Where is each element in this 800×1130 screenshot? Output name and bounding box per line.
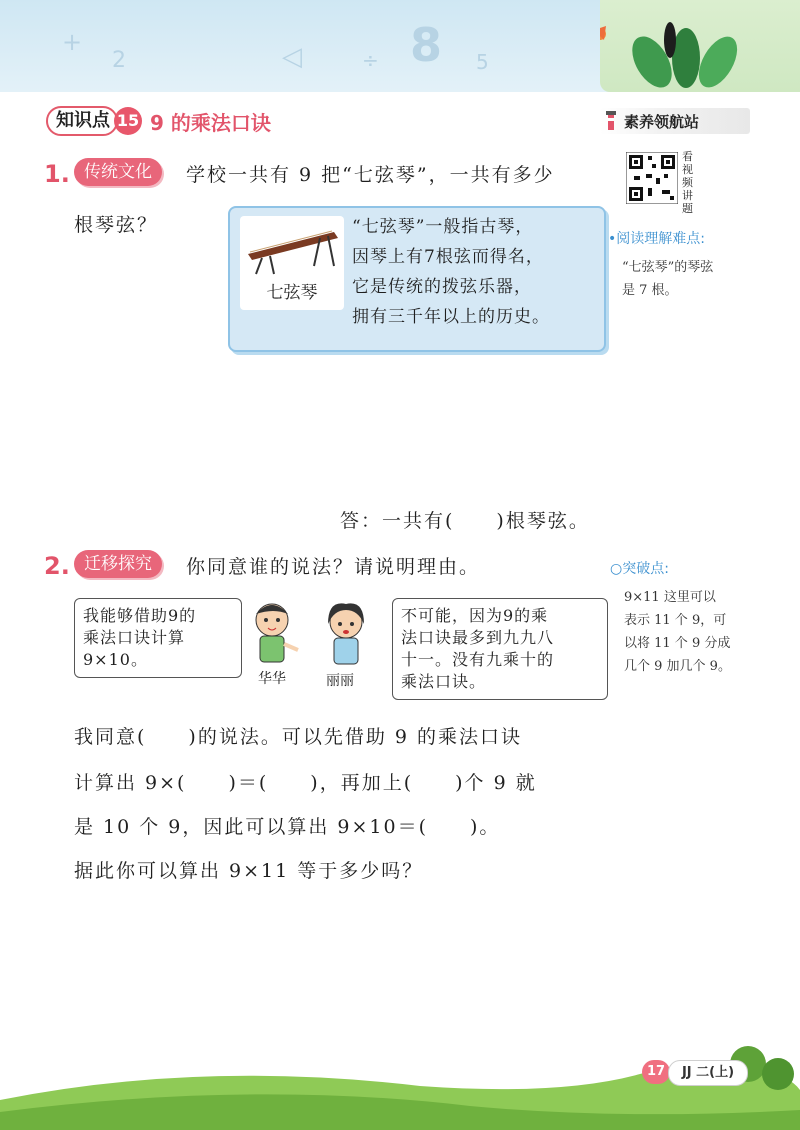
q2-tag: 迁移探究	[74, 550, 162, 578]
info-line: 它是传统的拨弦乐器，	[352, 277, 532, 297]
grade-label: JJ 二(上)	[668, 1060, 748, 1086]
breakthrough-note: 9×11 这里可以 表示 11 个 9，可 以将 11 个 9 分成 几个 9 加几个 9。	[624, 590, 731, 674]
lili-speech-bubble: 不可能，因为9的乘 法口诀最多到九九八 十一。没有九乘十的 乘法口诀。	[392, 598, 608, 700]
q1-number: 1.	[44, 160, 70, 188]
knowledge-point-header	[46, 106, 271, 136]
huahua-figure	[244, 600, 304, 670]
eight-decoration-icon: 8	[410, 18, 443, 72]
sidebar-title: 素养领航站	[624, 112, 700, 131]
huahua-speech-bubble: 我能够借助9的 乘法口诀计算 9×10。	[74, 598, 242, 678]
boy-icon	[244, 600, 304, 666]
q2-number: 2.	[44, 552, 70, 580]
guqin-info-text	[352, 212, 600, 332]
q1-text-line1: 学校一共有 9 把“七弦琴”，一共有多少	[186, 164, 555, 186]
qr-label: 看视频讲题	[682, 150, 693, 215]
circle-icon: ○	[610, 561, 623, 577]
guqin-icon	[240, 216, 344, 276]
qr-code-icon	[626, 152, 678, 204]
sidebar-header	[600, 108, 750, 134]
five-decoration-icon: 5	[476, 50, 489, 74]
guqin-label: 七弦琴	[266, 283, 318, 303]
divide-decoration-icon: ÷	[362, 48, 379, 72]
lili-name: 丽丽	[326, 673, 354, 689]
knowledge-point-label: 知识点	[46, 106, 118, 136]
q2-line: 我同意( )的说法。可以先借助 9 的乘法口诀	[74, 726, 522, 748]
q2-line: 计算出 9×( )＝( )，再加上( )个 9 就	[74, 772, 537, 794]
girl-icon	[318, 602, 374, 668]
number-decoration-icon: 2	[112, 48, 126, 73]
header-plant-decoration	[600, 0, 800, 92]
info-line: 拥有三千年以上的历史。	[352, 307, 550, 327]
breakthrough-heading: ○突破点:	[610, 561, 669, 577]
huahua-name: 华华	[258, 671, 286, 687]
knowledge-point-number: 15	[114, 107, 142, 135]
q1-tag: 传统文化	[74, 158, 162, 186]
info-line: “七弦琴”一般指古琴，	[352, 217, 534, 237]
q2-line: 是 10 个 9，因此可以算出 9×10＝( )。	[74, 816, 501, 838]
plus-decoration-icon: +	[62, 28, 83, 56]
dot-icon: •	[608, 231, 617, 247]
plant-icon	[600, 0, 800, 92]
q2-prompt: 你同意谁的说法？请说明理由。	[186, 556, 481, 578]
q1-text-line2: 根琴弦？	[74, 214, 159, 236]
page-number: 17	[642, 1060, 670, 1084]
qr-code[interactable]	[626, 152, 678, 208]
knowledge-point-title: 9 的乘法口诀	[150, 110, 271, 135]
q1-answer: 答：一共有( )根琴弦。	[340, 510, 590, 532]
lili-figure	[318, 602, 374, 672]
q2-line: 据此你可以算出 9×11 等于多少吗？	[74, 860, 424, 882]
reading-point-heading: •阅读理解难点:	[608, 231, 705, 247]
lighthouse-icon	[604, 110, 618, 132]
triangle-decoration-icon: ◁	[282, 42, 302, 72]
reading-point-note: “七弦琴”的琴弦 是 7 根。	[622, 260, 714, 298]
info-line: 因琴上有7根弦而得名，	[352, 247, 544, 267]
